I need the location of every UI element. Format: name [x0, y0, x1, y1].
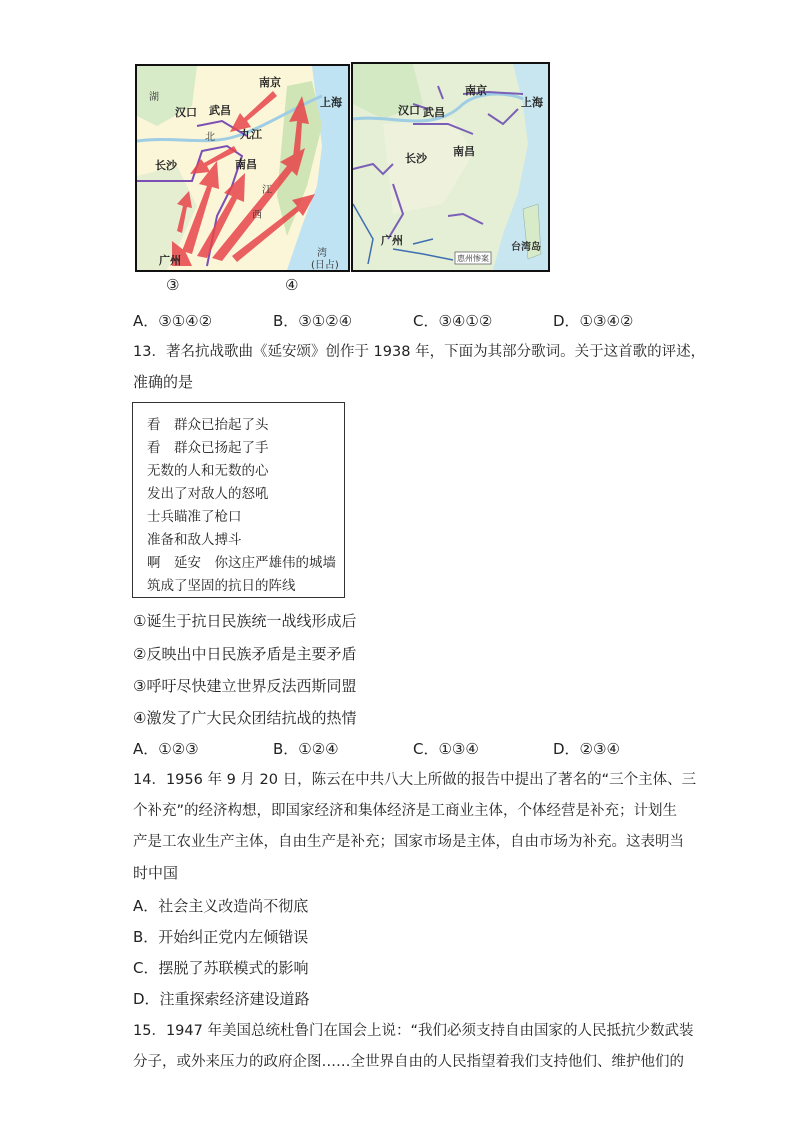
lyric-line: 看 群众已扬起了手 [147, 440, 269, 456]
lyric-line: 筑成了坚固的抗日的阵线 [147, 578, 296, 594]
map-3-caption: ③ [166, 276, 180, 294]
q15-stem-line-2: 分子，或外来压力的政府企图……全世界自由的人民指望着我们支持他们、维护他们的 [133, 1054, 684, 1070]
q13-statement-3: ③呼吁尽快建立世界反法西斯同盟 [133, 677, 357, 695]
q14-stem-line-3: 产是工农业生产主体，自由生产是补充；国家市场是主体，自由市场为补充。这表明当 [133, 834, 684, 850]
lyric-line: 准备和敌人搏斗 [147, 532, 242, 548]
m4-legend-huizhou: 惠州惨案 [457, 254, 489, 263]
city-label-guangzhou: 广州 [159, 254, 181, 267]
q13-statement-1: ①诞生于抗日民族统一战线形成后 [133, 612, 357, 630]
city-label-hankou: 汉口 [175, 106, 197, 119]
map-feature-wan: 湾 [317, 248, 327, 259]
q14-stem-line-1: 14．1956 年 9 月 20 日，陈云在中共八大上所做的报告中提出了著名的“三个主体、三 [133, 772, 697, 788]
q14-option-b[interactable]: B．开始纠正党内左倾错误 [133, 928, 309, 946]
m4-label-taiwan: 台湾岛 [511, 242, 541, 253]
m4-city-label-changsha: 长沙 [405, 152, 427, 165]
q13-statement-2: ②反映出中日民族矛盾是主要矛盾 [133, 645, 357, 663]
city-label-shanghai: 上海 [320, 96, 342, 109]
q14-stem-line-4: 时中国 [133, 864, 179, 882]
map-feature-hu: 湖 [149, 92, 159, 103]
m4-city-label-nanjing: 南京 [465, 84, 487, 97]
q13-stem-line-1: 13．著名抗战歌曲《延安颂》创作于 1938 年，下面为其部分歌词。关于这首歌的评述， [133, 344, 706, 360]
lyric-line: 看 群众已抬起了头 [147, 417, 269, 433]
q13-option-b[interactable]: B．①②④ [273, 740, 339, 758]
q14-stem-line-2: 个补充”的经济构想，即国家经济和集体经济是工商业主体，个体经营是补充；计划生 [133, 803, 678, 819]
q13-option-a[interactable]: A．①②③ [133, 740, 199, 758]
map-feature-occupied: (日占) [311, 260, 339, 271]
map-feature-bei: 北 [205, 132, 215, 143]
city-label-nanjing: 南京 [259, 76, 281, 89]
lyric-line: 无数的人和无数的心 [147, 463, 269, 479]
map-feature-jiang: 江 [262, 185, 272, 196]
q14-option-d[interactable]: D．注重探索经济建设道路 [133, 990, 310, 1008]
lyric-line: 啊 延安 你这庄严雄伟的城墙 [147, 555, 336, 571]
city-label-jiujiang: 九江 [240, 128, 262, 141]
map-4 [351, 62, 550, 272]
q12-option-a[interactable]: A．③①④② [133, 312, 213, 330]
m4-city-label-nanchang: 南昌 [453, 145, 475, 158]
lyrics-box [132, 402, 345, 598]
q15-stem-line-1: 15．1947 年美国总统杜鲁门在国会上说：“我们必须支持自由国家的人民抵抗少数武装 [133, 1023, 694, 1039]
q12-option-b[interactable]: B．③①②④ [273, 312, 353, 330]
q13-stem-line-2: 准确的是 [133, 373, 194, 391]
q14-option-a[interactable]: A．社会主义改造尚不彻底 [133, 897, 309, 915]
q12-option-d[interactable]: D．①③④② [553, 312, 634, 330]
q13-option-d[interactable]: D．②③④ [553, 740, 620, 758]
m4-city-label-guangzhou: 广州 [381, 234, 403, 247]
q12-option-c[interactable]: C．③④①② [413, 312, 493, 330]
q13-statement-4: ④激发了广大民众团结抗战的热情 [133, 709, 357, 727]
q13-option-c[interactable]: C．①③④ [413, 740, 479, 758]
m4-city-label-hankou: 汉口 [398, 104, 420, 117]
city-label-changsha: 长沙 [155, 159, 177, 172]
q14-option-c[interactable]: C．摆脱了苏联模式的影响 [133, 959, 309, 977]
city-label-nanchang: 南昌 [235, 158, 257, 171]
city-label-wuchang: 武昌 [209, 104, 231, 117]
map-3 [135, 64, 350, 272]
lyric-line: 发出了对敌人的怒吼 [147, 486, 269, 502]
lyric-line: 士兵瞄准了枪口 [147, 509, 242, 525]
m4-city-label-shanghai: 上海 [521, 96, 543, 109]
map-feature-xi: 西 [252, 210, 262, 221]
map-4-caption: ④ [285, 276, 299, 294]
m4-city-label-wuchang: 武昌 [423, 106, 445, 119]
